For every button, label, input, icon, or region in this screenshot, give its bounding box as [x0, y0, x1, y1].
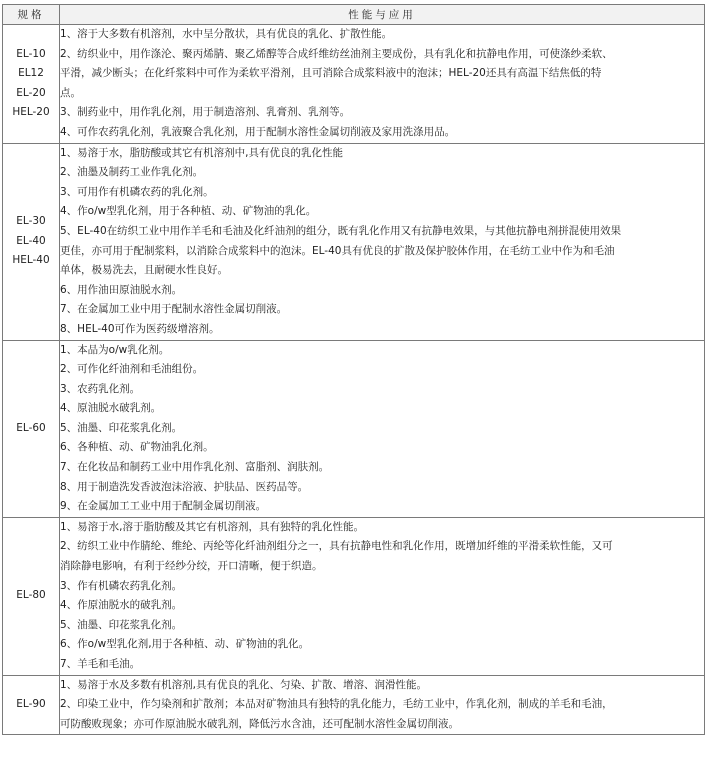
model-cell — [3, 340, 60, 517]
description-line: 4、原油脱水破乳剂。 — [60, 402, 162, 415]
header-performance: 性能与应用 — [60, 5, 705, 25]
description-line: 5、EL-40在纺织工业中用作羊毛和毛油及化纤油剂的组分，既有乳化作用又有抗静电效果，与其他抗静电剂拼混使用效果 — [60, 224, 622, 237]
description-line: 2、纺织业中，用作涤沦、聚丙烯腈、聚乙烯醇等合成纤维纺丝油剂主要成份，具有乳化和抗静电作用，可使涤纱柔软、 — [60, 47, 613, 60]
model-cell — [3, 25, 60, 144]
description-line: 7、在化妆品和制药工业中用作乳化剂、富脂剂、润肤剂。 — [60, 461, 330, 474]
description-line: 4、可作农药乳化剂，乳液聚合乳化剂，用于配制水溶性金属切削液及家用洗涤用品。 — [60, 125, 456, 138]
description-cell — [60, 340, 705, 517]
description-line: 3、作有机磷农药乳化剂。 — [60, 579, 183, 592]
table-row — [3, 25, 705, 144]
model-name: EL12 — [18, 67, 44, 80]
description-line: 2、印染工业中，作匀染剂和扩散剂；本品对矿物油具有独特的乳化能力，毛纺工业中，作乳化剂，制成的羊毛和毛油， — [60, 698, 613, 711]
table-row — [3, 340, 705, 517]
model-name: EL-10 — [16, 47, 46, 60]
description-line: 3、制药业中，用作乳化剂，用于制造溶剂、乳膏剂、乳剂等。 — [60, 106, 351, 119]
model-name: EL-80 — [16, 589, 46, 602]
model-cell — [3, 675, 60, 735]
description-line: 点。 — [60, 86, 81, 99]
description-line: 平滑，减少断头；在化纤浆料中可作为柔软平滑剂，且可消除合成浆料液中的泡沫；HEL-20还具有高温下结焦低的特 — [60, 67, 602, 80]
description-cell — [60, 517, 705, 675]
description-cell — [60, 675, 705, 735]
description-line: 4、作o/w型乳化剂，用于各种植、动、矿物油的乳化。 — [60, 205, 317, 218]
model-cell — [3, 517, 60, 675]
description-line: 2、可作化纤油剂和毛油组份。 — [60, 363, 204, 376]
model-name: EL-30 — [16, 215, 46, 228]
description-line: 7、羊毛和毛油。 — [60, 658, 141, 670]
model-name: EL-40 — [16, 234, 46, 247]
description-line: 可防酸败现象；亦可作原油脱水破乳剂，降低污水含油，还可配制水溶性金属切削液。 — [60, 717, 459, 730]
description-line: 4、作原油脱水的破乳剂。 — [60, 599, 183, 612]
spec-table — [2, 4, 705, 735]
header-row — [3, 5, 705, 25]
description-line: 1、溶于大多数有机溶剂，水中呈分散状，具有优良的乳化、扩散性能。 — [60, 28, 393, 40]
model-name: EL-90 — [16, 698, 46, 711]
description-line: 6、各种植、动、矿物油乳化剂。 — [60, 441, 214, 454]
description-cell — [60, 143, 705, 340]
description-line: 8、HEL-40可作为医药级增溶剂。 — [60, 322, 220, 335]
description-line: 1、易溶于水,溶于脂肪酸及其它有机溶剂，具有独特的乳化性能。 — [60, 520, 365, 533]
table-row — [3, 675, 705, 735]
description-line: 1、易溶于水及多数有机溶剂,具有优良的乳化、匀染、扩散、增溶、润滑性能。 — [60, 678, 428, 691]
description-line: 9、在金属加工工业中用于配制金属切削液。 — [60, 500, 267, 513]
description-cell — [60, 25, 705, 144]
description-line: 7、在金属加工业中用于配制水溶性金属切削液。 — [60, 303, 288, 316]
model-name: EL-20 — [16, 86, 46, 99]
model-name: EL-60 — [16, 421, 46, 434]
description-line: 消除静电影响，有利于经纱分绞，开口清晰，便于织造。 — [60, 560, 323, 573]
description-line: 3、可用作有机磷农药的乳化剂。 — [60, 185, 214, 198]
description-line: 6、作o/w型乳化剂,用于各种植、动、矿物油的乳化。 — [60, 638, 310, 651]
description-line: 1、本品为o/w乳化剂。 — [60, 343, 170, 356]
description-line: 2、纺织工业中作腈纶、维纶、丙纶等化纤油剂组分之一，具有抗静电性和乳化作用，既增加纤维的平滑柔软性能，又可 — [60, 540, 613, 553]
description-line: 更佳，亦可用于配制浆料，以消除合成浆料中的泡沫。EL-40具有优良的扩散及保护胶体作用，在毛纺工业中作为和毛油 — [60, 244, 615, 257]
description-line: 2、油墨及制药工业作乳化剂。 — [60, 166, 204, 179]
description-line: 8、用于制造洗发香波泡沫浴液、护肤品、医药品等。 — [60, 480, 309, 493]
table-row — [3, 143, 705, 340]
model-cell — [3, 143, 60, 340]
description-line: 3、农药乳化剂。 — [60, 382, 141, 395]
header-spec: 规格 — [3, 5, 60, 25]
description-line: 1、易溶于水，脂肪酸或其它有机溶剂中,具有优良的乳化性能 — [60, 146, 344, 159]
description-line: 6、用作油田原油脱水剂。 — [60, 283, 183, 296]
description-line: 单体，极易洗去，且耐硬水性良好。 — [60, 264, 228, 277]
description-line: 5、油墨、印花浆乳化剂。 — [60, 618, 183, 631]
model-name: HEL-20 — [12, 106, 50, 119]
description-line: 5、油墨、印花浆乳化剂。 — [60, 421, 183, 434]
model-name: HEL-40 — [12, 254, 50, 267]
table-row — [3, 517, 705, 675]
